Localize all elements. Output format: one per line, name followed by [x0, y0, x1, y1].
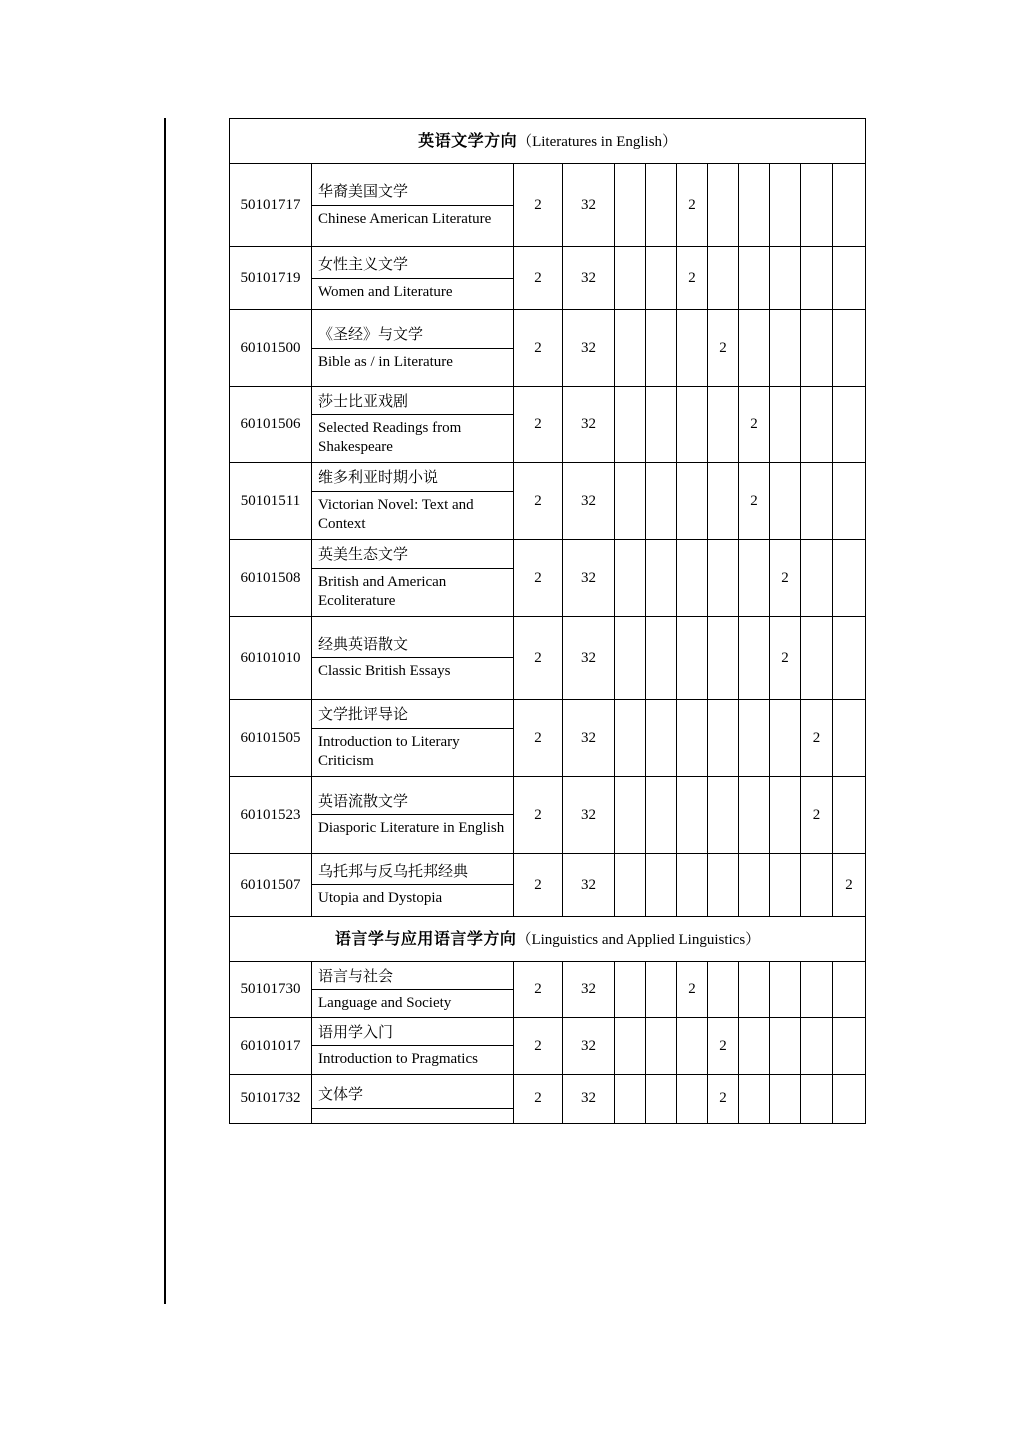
course-code: 50101717 [230, 164, 312, 247]
course-code: 60101500 [230, 310, 312, 387]
course-hours: 32 [563, 462, 615, 539]
course-name-en: Victorian Novel: Text and Context [318, 496, 474, 532]
term-5-cell [739, 539, 770, 616]
term-2-cell [646, 310, 677, 387]
term-6-cell [770, 462, 801, 539]
course-credit: 2 [514, 462, 563, 539]
term-5-cell [739, 247, 770, 310]
term-8-cell [833, 387, 866, 463]
term-2-cell [646, 247, 677, 310]
course-name-cell [312, 776, 514, 853]
term-7-cell [801, 462, 833, 539]
table-row [230, 310, 866, 387]
term-7-cell [801, 616, 833, 699]
course-name-cn: 语用学入门 [312, 1018, 513, 1046]
course-name-en: Introduction to Literary Criticism [318, 733, 460, 769]
term-7-cell [801, 1074, 833, 1123]
term-3-cell: 2 [677, 164, 708, 247]
course-name-en: Selected Readings from Shakespeare [318, 420, 462, 456]
term-7-cell: 2 [801, 776, 833, 853]
course-name-en: Chinese American Literature [318, 210, 492, 227]
term-4-cell [708, 247, 739, 310]
term-8-cell [833, 462, 866, 539]
term-7-cell [801, 539, 833, 616]
term-8-cell [833, 539, 866, 616]
term-7-cell [801, 853, 833, 916]
term-5-cell: 2 [739, 462, 770, 539]
term-6-cell: 2 [770, 616, 801, 699]
course-name-cn: 维多利亚时期小说 [312, 463, 513, 491]
course-hours: 32 [563, 539, 615, 616]
course-code: 50101511 [230, 462, 312, 539]
term-4-cell: 2 [708, 1018, 739, 1074]
term-4-cell [708, 462, 739, 539]
term-2-cell [646, 462, 677, 539]
course-code: 50101732 [230, 1074, 312, 1123]
term-8-cell [833, 961, 866, 1017]
term-6-cell [770, 1074, 801, 1123]
course-name-cn: 英美生态文学 [312, 540, 513, 568]
term-5-cell [739, 310, 770, 387]
course-name-cell [312, 462, 514, 539]
table-row [230, 539, 866, 616]
course-credit: 2 [514, 164, 563, 247]
term-3-cell [677, 853, 708, 916]
course-credit: 2 [514, 1074, 563, 1123]
term-1-cell [615, 1074, 646, 1123]
course-code: 60101017 [230, 1018, 312, 1074]
term-2-cell [646, 961, 677, 1017]
course-hours: 32 [563, 616, 615, 699]
course-name-cn: 文学批评导论 [312, 700, 513, 728]
section-header-row [230, 119, 866, 164]
term-3-cell [677, 462, 708, 539]
course-code: 50101730 [230, 961, 312, 1017]
term-1-cell [615, 776, 646, 853]
term-3-cell [677, 1018, 708, 1074]
course-hours: 32 [563, 247, 615, 310]
course-code: 50101719 [230, 247, 312, 310]
course-hours: 32 [563, 310, 615, 387]
term-6-cell: 2 [770, 539, 801, 616]
term-6-cell [770, 853, 801, 916]
term-6-cell [770, 961, 801, 1017]
course-name-cell [312, 616, 514, 699]
term-6-cell [770, 310, 801, 387]
term-8-cell [833, 247, 866, 310]
course-name-cell [312, 310, 514, 387]
course-name-en: Bible as / in Literature [318, 353, 453, 370]
table-row [230, 462, 866, 539]
term-8-cell [833, 310, 866, 387]
course-name-en [312, 1109, 513, 1117]
term-2-cell [646, 853, 677, 916]
term-3-cell: 2 [677, 247, 708, 310]
page-margin-rule [164, 118, 166, 1304]
term-6-cell [770, 1018, 801, 1074]
term-2-cell [646, 539, 677, 616]
term-3-cell [677, 1074, 708, 1123]
course-name-cell [312, 164, 514, 247]
term-5-cell [739, 853, 770, 916]
course-name-en: Diasporic Literature in English [318, 820, 505, 837]
table-row [230, 699, 866, 776]
course-hours: 32 [563, 961, 615, 1017]
course-code: 60101506 [230, 387, 312, 463]
term-1-cell [615, 310, 646, 387]
table-row [230, 1074, 866, 1123]
course-name-cn: 《圣经》与文学 [312, 320, 513, 348]
term-2-cell [646, 776, 677, 853]
table-row [230, 1018, 866, 1074]
term-6-cell [770, 387, 801, 463]
term-1-cell [615, 164, 646, 247]
table-row [230, 616, 866, 699]
section-title [230, 119, 866, 164]
course-hours: 32 [563, 1074, 615, 1123]
section-title-cn: 英语文学方向 [418, 130, 518, 150]
course-code: 60101508 [230, 539, 312, 616]
term-8-cell [833, 616, 866, 699]
course-name-cell [312, 699, 514, 776]
section-title [230, 916, 866, 961]
term-4-cell [708, 164, 739, 247]
course-code: 60101507 [230, 853, 312, 916]
term-2-cell [646, 616, 677, 699]
term-6-cell [770, 247, 801, 310]
table-row [230, 961, 866, 1017]
term-5-cell [739, 1018, 770, 1074]
section-title-en: （Linguistics and Applied Linguistics） [516, 931, 761, 948]
term-8-cell [833, 699, 866, 776]
term-5-cell [739, 616, 770, 699]
course-hours: 32 [563, 776, 615, 853]
course-name-cell [312, 1074, 514, 1123]
term-3-cell [677, 387, 708, 463]
term-8-cell [833, 1018, 866, 1074]
course-credit: 2 [514, 853, 563, 916]
term-7-cell [801, 164, 833, 247]
term-6-cell [770, 699, 801, 776]
term-5-cell [739, 699, 770, 776]
course-hours: 32 [563, 1018, 615, 1074]
course-credit: 2 [514, 387, 563, 463]
course-code: 60101010 [230, 616, 312, 699]
course-name-en: Introduction to Pragmatics [318, 1051, 478, 1068]
course-name-en: Utopia and Dystopia [318, 890, 443, 907]
term-8-cell [833, 776, 866, 853]
term-4-cell [708, 539, 739, 616]
course-hours: 32 [563, 387, 615, 463]
term-8-cell: 2 [833, 853, 866, 916]
term-4-cell [708, 616, 739, 699]
course-name-cn: 女性主义文学 [312, 250, 513, 278]
term-2-cell [646, 699, 677, 776]
term-2-cell [646, 164, 677, 247]
term-4-cell [708, 961, 739, 1017]
section-title-cn: 语言学与应用语言学方向 [334, 928, 517, 948]
term-4-cell: 2 [708, 1074, 739, 1123]
table-row [230, 164, 866, 247]
course-code: 60101523 [230, 776, 312, 853]
term-7-cell: 2 [801, 699, 833, 776]
term-5-cell [739, 961, 770, 1017]
term-2-cell [646, 387, 677, 463]
course-credit: 2 [514, 310, 563, 387]
course-name-en: Women and Literature [318, 283, 453, 300]
term-5-cell [739, 776, 770, 853]
course-name-cn: 乌托邦与反乌托邦经典 [312, 857, 513, 885]
term-4-cell [708, 699, 739, 776]
term-7-cell [801, 961, 833, 1017]
term-4-cell [708, 853, 739, 916]
term-5-cell: 2 [739, 387, 770, 463]
term-3-cell: 2 [677, 961, 708, 1017]
term-1-cell [615, 247, 646, 310]
term-1-cell [615, 387, 646, 463]
term-7-cell [801, 387, 833, 463]
table-row [230, 776, 866, 853]
term-8-cell [833, 1074, 866, 1123]
term-4-cell [708, 387, 739, 463]
course-hours: 32 [563, 699, 615, 776]
table-row [230, 853, 866, 916]
course-credit: 2 [514, 961, 563, 1017]
course-name-cn: 英语流散文学 [312, 787, 513, 815]
course-credit: 2 [514, 247, 563, 310]
course-table [229, 118, 866, 1124]
term-1-cell [615, 853, 646, 916]
term-7-cell [801, 310, 833, 387]
course-name-cn: 华裔美国文学 [312, 177, 513, 205]
course-credit: 2 [514, 539, 563, 616]
term-2-cell [646, 1018, 677, 1074]
term-2-cell [646, 1074, 677, 1123]
course-name-cn: 语言与社会 [312, 962, 513, 990]
course-credit: 2 [514, 1018, 563, 1074]
term-8-cell [833, 164, 866, 247]
section-header-row [230, 916, 866, 961]
course-name-cell [312, 1018, 514, 1074]
course-hours: 32 [563, 164, 615, 247]
course-name-cn: 经典英语散文 [312, 630, 513, 658]
term-3-cell [677, 539, 708, 616]
course-name-en: Classic British Essays [318, 663, 451, 680]
term-1-cell [615, 961, 646, 1017]
course-name-cell [312, 539, 514, 616]
term-4-cell: 2 [708, 310, 739, 387]
term-6-cell [770, 776, 801, 853]
term-7-cell [801, 1018, 833, 1074]
term-1-cell [615, 699, 646, 776]
course-name-en: Language and Society [318, 994, 452, 1011]
term-3-cell [677, 699, 708, 776]
course-name-cell [312, 853, 514, 916]
term-5-cell [739, 1074, 770, 1123]
course-plan-page [229, 118, 865, 1124]
course-credit: 2 [514, 699, 563, 776]
course-name-en: British and American Ecoliterature [318, 573, 447, 609]
term-1-cell [615, 539, 646, 616]
course-name-cn: 文体学 [312, 1080, 513, 1108]
term-1-cell [615, 462, 646, 539]
section-title-en: （Literatures in English） [517, 133, 678, 150]
term-5-cell [739, 164, 770, 247]
term-7-cell [801, 247, 833, 310]
term-1-cell [615, 616, 646, 699]
table-row [230, 387, 866, 463]
course-name-cell [312, 961, 514, 1017]
term-6-cell [770, 164, 801, 247]
term-3-cell [677, 310, 708, 387]
course-hours: 32 [563, 853, 615, 916]
term-1-cell [615, 1018, 646, 1074]
course-credit: 2 [514, 776, 563, 853]
term-3-cell [677, 616, 708, 699]
course-credit: 2 [514, 616, 563, 699]
course-name-cn: 莎士比亚戏剧 [312, 387, 513, 415]
term-3-cell [677, 776, 708, 853]
term-4-cell [708, 776, 739, 853]
course-code: 60101505 [230, 699, 312, 776]
table-row [230, 247, 866, 310]
course-name-cell [312, 387, 514, 463]
course-name-cell [312, 247, 514, 310]
